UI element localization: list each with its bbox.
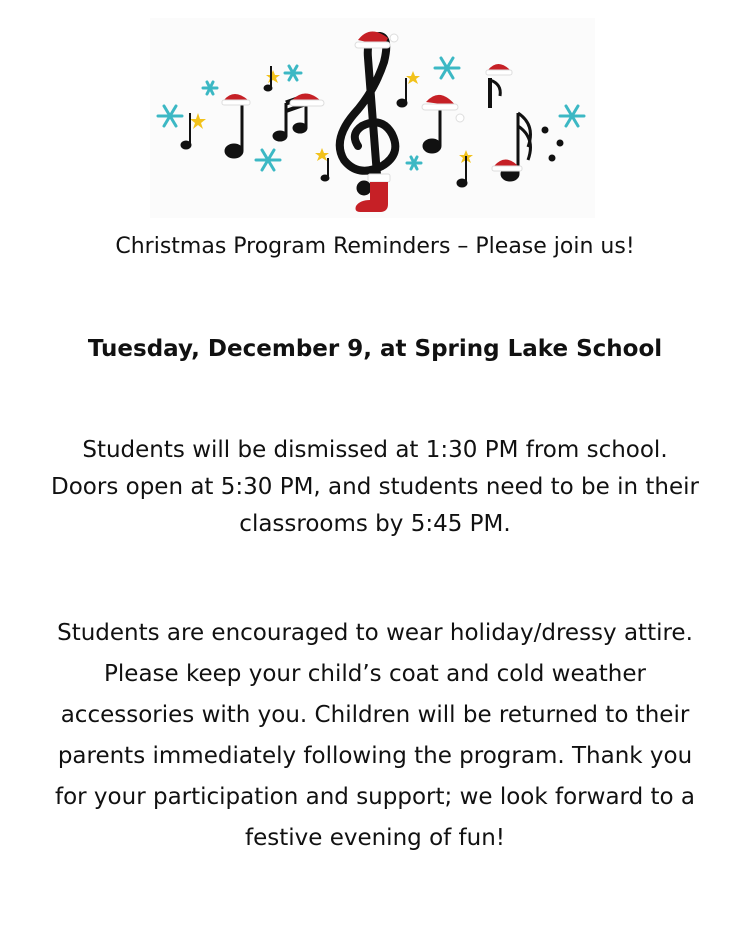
schedule-paragraph xyxy=(0,432,750,543)
paragraph-line: Doors open at 5:30 PM, and students need to be in their xyxy=(51,474,699,500)
paragraph-line: Students are encouraged to wear holiday/dressy attire. xyxy=(57,620,693,646)
program-heading: Christmas Program Reminders – Please join us! xyxy=(115,234,635,259)
paragraph-line: festive evening of fun! xyxy=(244,825,506,851)
paragraph-line: accessories with you. Children will be returned to their xyxy=(60,702,690,728)
paragraph-line: classrooms by 5:45 PM. xyxy=(239,511,511,537)
paragraph-line: for your participation and support; we look forward to a xyxy=(55,784,695,810)
music-notes-illustration xyxy=(150,18,595,218)
paragraph-line: Please keep your child’s coat and cold weather xyxy=(104,661,646,687)
paragraph-line: parents immediately following the program. Thank you xyxy=(57,743,693,769)
event-date-location: Tuesday, December 9, at Spring Lake School xyxy=(87,336,663,362)
paragraph-line: Students will be dismissed at 1:30 PM from school. xyxy=(82,437,668,463)
treble-clef-icon xyxy=(340,36,396,195)
attire-paragraph xyxy=(0,613,750,859)
christmas-music-banner xyxy=(150,18,595,218)
